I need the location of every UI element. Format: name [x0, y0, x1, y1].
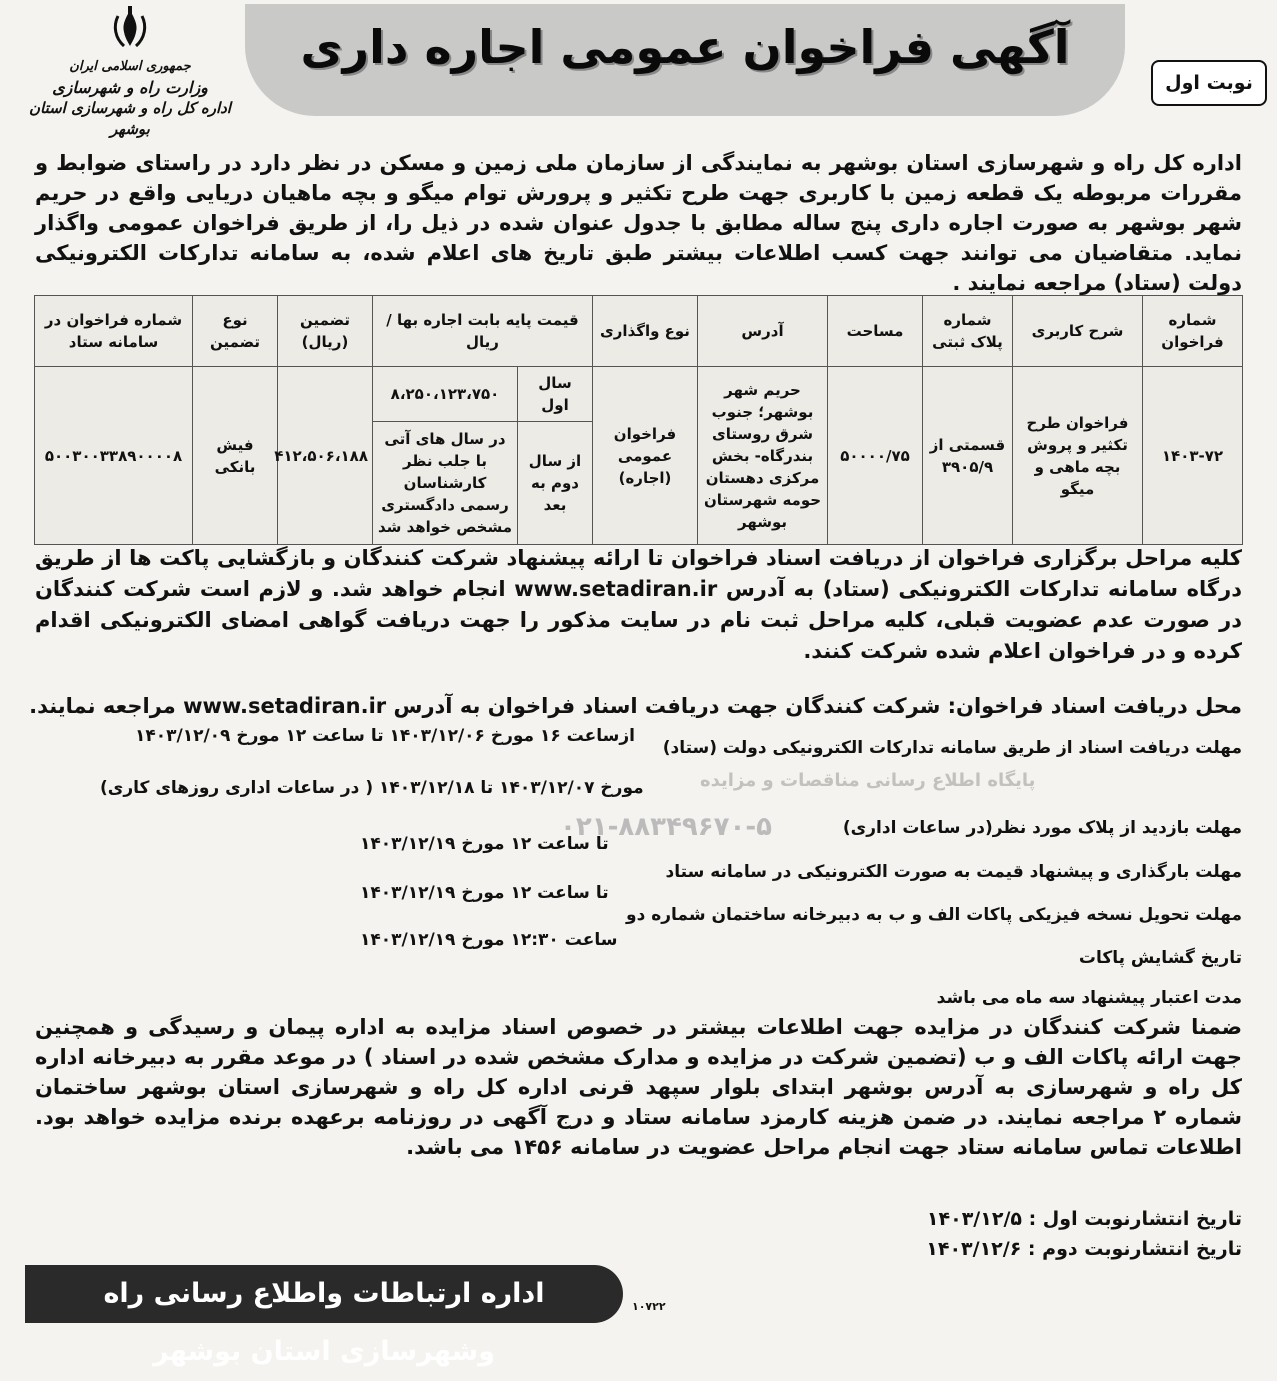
- logo-ministry-text: وزارت راه و شهرسازی: [52, 78, 208, 97]
- deadline-label: مدت اعتبار پیشنهاد سه ماه می باشد: [936, 988, 1242, 1008]
- cell-year2-price: در سال های آتی با جلب نظر کارشناسان رسمی دادگستری مشخص خواهد شد: [373, 421, 518, 544]
- deadline-label: مهلت بازدید از پلاک مورد نظر(در ساعات اداری): [842, 818, 1242, 838]
- publication-date-second: تاریخ انتشارنوبت دوم : ۱۴۰۳/۱۲/۶: [926, 1238, 1242, 1260]
- cell-address: حریم شهر بوشهر؛ جنوب شرق روستای بندرگاه- بخش مرکزی دهستان حومه شهرستان بوشهر: [698, 367, 828, 545]
- iran-emblem-icon: [108, 6, 152, 52]
- table-row: [35, 367, 1243, 422]
- cell-plate: قسمتی از ۳۹۰۵/۹: [923, 367, 1013, 545]
- watermark-phone: ۰۲۱-۸۸۳۴۹۶۷۰-۵: [560, 812, 773, 842]
- col-usage: شرح کاربری: [1013, 296, 1143, 367]
- ministry-logo: [20, 6, 240, 138]
- deadline-row: [40, 883, 1242, 935]
- deadline-row: [40, 726, 1242, 768]
- col-base-price: قیمت پایه بابت اجاره بها / ریال: [373, 296, 593, 367]
- procedure-paragraph: کلیه مراحل برگزاری فراخوان از دریافت اسناد فراخوان تا ارائه پیشنهاد شرکت کنندگان و بازگشایی پاکت ها از طریق درگاه سامانه تدارکات الکترونیکی (ستاد) به آدرس www.setadiran.ir انجام خواهد شد. و لازم است شرکت کنندگان در صورت عدم عضویت قبلی، کلیه مراحل ثبت نام در سایت مذکور را جهت دریافت گواهی امضای الکترونیکی اقدام کرده و در فراخوان اعلام شده شرکت کنند.: [35, 546, 1242, 663]
- ad-title: آگهی فراخوان عمومی اجاره داری: [300, 20, 1070, 74]
- footer-org-band: اداره ارتباطات واطلاع رسانی راه وشهرسازی استان بوشهر: [25, 1265, 623, 1323]
- cell-guarantee-type: فیش بانکی: [193, 367, 278, 545]
- col-call-no: شماره فراخوان: [1143, 296, 1243, 367]
- deadline-row: [40, 834, 1242, 892]
- col-area: مساحت: [828, 296, 923, 367]
- deadline-label: مهلت بارگذاری و پیشنهاد قیمت به صورت الکترونیکی در سامانه ستاد: [665, 862, 1242, 882]
- col-guarantee: تضمین (ریال): [278, 296, 373, 367]
- watermark-text: پایگاه اطلاع رسانی مناقصات و مزایده: [700, 770, 1036, 791]
- documents-place: محل دریافت اسناد فراخوان: شرکت کنندگان جهت دریافت اسناد فراخوان به آدرس www.setadiran.ir مراجعه نمایند.: [29, 694, 1242, 718]
- deadline-value: تا ساعت ۱۲ مورخ ۱۴۰۳/۱۲/۱۹: [360, 883, 609, 903]
- cell-year1-label: سال اول: [518, 367, 593, 422]
- logo-country-text: جمهوری اسلامی ایران: [69, 59, 191, 74]
- col-transfer: نوع واگذاری: [593, 296, 698, 367]
- col-setad-no: شماره فراخوان در سامانه ستاد: [35, 296, 193, 367]
- cell-guarantee: ۴۱۲،۵۰۶،۱۸۸: [278, 367, 373, 545]
- cell-setad-no: ۵۰۰۳۰۰۳۳۸۹۰۰۰۰۸: [35, 367, 193, 545]
- deadline-value: ساعت ۱۲:۳۰ مورخ ۱۴۰۳/۱۲/۱۹: [360, 930, 618, 950]
- cell-year1-price: ۸،۲۵۰،۱۲۳،۷۵۰: [373, 367, 518, 422]
- publication-round-badge: نوبت اول: [1151, 60, 1267, 106]
- cell-transfer: فراخوان عمومی (اجاره): [593, 367, 698, 545]
- col-plate: شماره پلاک ثبتی: [923, 296, 1013, 367]
- logo-office-text: اداره کل راه و شهرسازی استان بوشهر: [29, 99, 231, 138]
- col-address: آدرس: [698, 296, 828, 367]
- col-guarantee-type: نوع تضمین: [193, 296, 278, 367]
- ad-code: ۱۰۷۲۲: [632, 1300, 666, 1313]
- cell-year2-label: از سال دوم به بعد: [518, 421, 593, 544]
- cell-usage: فراخوان طرح تکثیر و پروش بچه ماهی و میگو: [1013, 367, 1143, 545]
- notes-paragraph: ضمنا شرکت کنندگان در مزایده جهت اطلاعات بیشتر در خصوص اسناد مزایده به اداره پیمان و رسیدگی و همچنین جهت ارائه پاکات الف و ب (تضمین شرکت در مزایده و مدارک مشخص شده در اسناد ) در موعد مقرر به دبیرخانه اداره کل راه و شهرسازی به آدرس بوشهر ابتدای بلوار سپهد قرنی اداره کل راه و شهرسازی استان بوشهر ساختمان شماره ۲ مراجعه نمایند. در ضمن هزینه کارمزد سامانه ستاد و درج آگهی در روزنامه برعهده برنده مزایده خواهد بود. اطلاعات تماس سامانه ستاد جهت انجام مراحل عضویت در سامانه ۱۴۵۶ می باشد.: [35, 1015, 1243, 1159]
- publication-date-first: تاریخ انتشارنوبت اول : ۱۴۰۳/۱۲/۵: [926, 1208, 1242, 1230]
- ad-header: [0, 0, 1277, 138]
- cell-call-no: ۱۴۰۳-۷۲: [1143, 367, 1243, 545]
- deadline-row: [40, 930, 1242, 978]
- table-header-row: [35, 296, 1243, 367]
- deadline-value: مورخ ۱۴۰۳/۱۲/۰۷ تا ۱۴۰۳/۱۲/۱۸ ( در ساعات اداری روزهای کاری): [100, 778, 644, 798]
- deadline-label: مهلت تحویل نسخه فیزیکی پاکات الف و ب به دبیرخانه ساختمان شماره دو: [626, 905, 1242, 925]
- cell-area: ۵۰۰۰۰/۷۵: [828, 367, 923, 545]
- deadline-label: تاریخ گشایش پاکات: [1078, 948, 1242, 968]
- deadline-label: مهلت دریافت اسناد از طریق سامانه تدارکات الکترونیکی دولت (ستاد): [662, 738, 1242, 758]
- intro-paragraph: اداره کل راه و شهرسازی استان بوشهر به نمایندگی از سازمان ملی زمین و مسکن در نظر دارد در راستای ضوابط و مقررات مربوطه یک قطعه زمین با کاربری جهت طرح تکثیر و پرورش توام میگو و بچه ماهیان دریایی واقع در حریم شهر بوشهر به صورت اجاره داری پنج ساله مطابق با جدول عنوان شده در ذیل را، از طریق فراخوان عمومی واگذار نماید. متقاضیان می توانند جهت کسب اطلاعات بیشتر طبق تاریخ های اعلام شده، به سامانه تدارکات الکترونیکی دولت (ستاد) مراجعه نمایند .: [35, 151, 1242, 295]
- deadline-value: تا ساعت ۱۲ مورخ ۱۴۰۳/۱۲/۱۹: [360, 834, 609, 854]
- deadline-value: ازساعت ۱۶ مورخ ۱۴۰۳/۱۲/۰۶ تا ساعت ۱۲ مورخ ۱۴۰۳/۱۲/۰۹: [135, 726, 636, 746]
- tender-table: [34, 295, 1243, 545]
